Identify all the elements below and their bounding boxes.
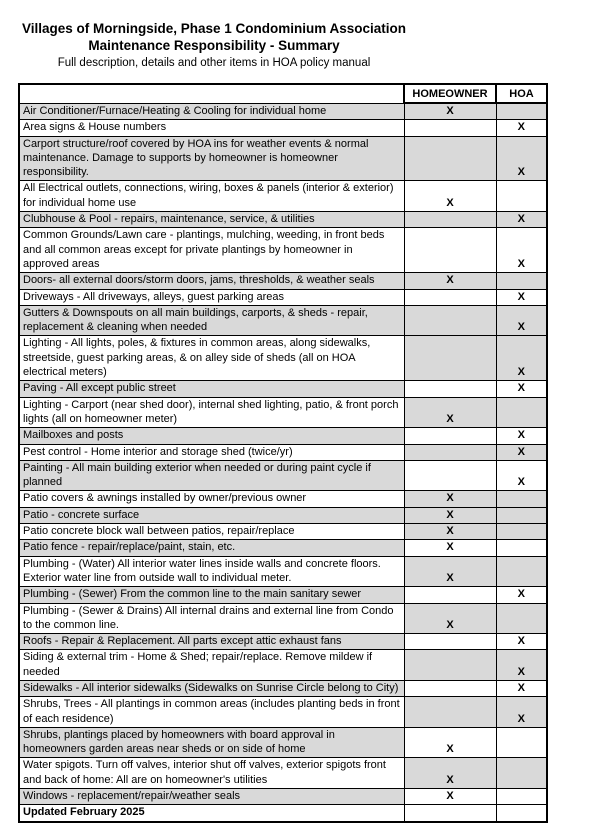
homeowner-mark-cell — [404, 289, 496, 305]
table-row — [19, 805, 547, 822]
item-label-cell: Patio concrete block wall between patios, repair/replace — [19, 524, 404, 540]
item-label-cell: Paving - All except public street — [19, 381, 404, 397]
hoa-mark-cell: X — [496, 460, 547, 491]
table-row — [19, 680, 547, 696]
table-row — [19, 587, 547, 603]
table-row — [19, 336, 547, 381]
hoa-mark-cell: X — [496, 136, 547, 181]
item-label-cell: Mailboxes and posts — [19, 428, 404, 444]
hoa-mark-cell — [496, 556, 547, 587]
hoa-mark-cell: X — [496, 228, 547, 273]
table-row — [19, 697, 547, 728]
homeowner-mark-cell — [404, 305, 496, 336]
hoa-mark-cell: X — [496, 587, 547, 603]
item-label-cell: Siding & external trim - Home & Shed; repair/replace. Remove mildew if needed — [19, 650, 404, 681]
header-homeowner-cell: HOMEOWNER — [404, 84, 496, 103]
homeowner-mark-cell: X — [404, 507, 496, 523]
table-row — [19, 556, 547, 587]
item-label-cell: Plumbing - (Water) All interior water lines inside walls and concrete floors. Exterior water line from outside wall to individual meter. — [19, 556, 404, 587]
hoa-mark-cell: X — [496, 381, 547, 397]
item-label-cell: Doors- all external doors/storm doors, jams, thresholds, & weather seals — [19, 273, 404, 289]
hoa-mark-cell — [496, 181, 547, 212]
homeowner-mark-cell — [404, 228, 496, 273]
homeowner-mark-cell — [404, 336, 496, 381]
item-label-cell: Gutters & Downspouts on all main buildings, carports, & sheds - repair, replacement & cleaning when needed — [19, 305, 404, 336]
homeowner-mark-cell: X — [404, 524, 496, 540]
hoa-mark-cell: X — [496, 336, 547, 381]
homeowner-mark-cell — [404, 212, 496, 228]
hoa-mark-cell: X — [496, 120, 547, 136]
hoa-mark-cell: X — [496, 444, 547, 460]
title-block — [18, 21, 410, 70]
item-label-cell: Windows - replacement/repair/weather seals — [19, 789, 404, 805]
hoa-mark-cell — [496, 540, 547, 556]
hoa-mark-cell — [496, 727, 547, 758]
homeowner-mark-cell — [404, 650, 496, 681]
homeowner-mark-cell — [404, 428, 496, 444]
table-row — [19, 603, 547, 634]
table-row — [19, 758, 547, 789]
item-label-cell: Plumbing - (Sewer & Drains) All internal drains and external line from Condo to the common line. — [19, 603, 404, 634]
item-label-cell: Shrubs, Trees - All plantings in common areas (includes planting beds in front of each residence) — [19, 697, 404, 728]
table-row — [19, 650, 547, 681]
homeowner-mark-cell: X — [404, 273, 496, 289]
item-label-cell: Carport structure/roof covered by HOA ins for weather events & normal maintenance. Damage to supports by homeowner is homeowner responsibility. — [19, 136, 404, 181]
table-row — [19, 460, 547, 491]
homeowner-mark-cell: X — [404, 758, 496, 789]
table-row — [19, 789, 547, 805]
hoa-mark-cell — [496, 273, 547, 289]
item-label-cell: Area signs & House numbers — [19, 120, 404, 136]
hoa-mark-cell: X — [496, 634, 547, 650]
homeowner-mark-cell — [404, 680, 496, 696]
page-title: Villages of Morningside, Phase 1 Condominium Association — [21, 21, 407, 36]
item-label-cell: Painting - All main building exterior when needed or during paint cycle if planned — [19, 460, 404, 491]
homeowner-mark-cell: X — [404, 103, 496, 120]
hoa-mark-cell: X — [496, 212, 547, 228]
homeowner-mark-cell — [404, 120, 496, 136]
item-label-cell: Water spigots. Turn off valves, interior shut off valves, exterior spigots front and back of home: All are on homeowner's utilities — [19, 758, 404, 789]
homeowner-mark-cell: X — [404, 789, 496, 805]
hoa-mark-cell — [496, 603, 547, 634]
item-label-cell: All Electrical outlets, connections, wiring, boxes & panels (interior & exterior) for individual home use — [19, 181, 404, 212]
document-page — [0, 21, 612, 819]
item-label-cell: Pest control - Home interior and storage shed (twice/yr) — [19, 444, 404, 460]
homeowner-mark-cell: X — [404, 397, 496, 428]
table-row — [19, 289, 547, 305]
homeowner-mark-cell — [404, 381, 496, 397]
table-row — [19, 397, 547, 428]
homeowner-mark-cell — [404, 634, 496, 650]
homeowner-mark-cell: X — [404, 556, 496, 587]
hoa-mark-cell — [496, 805, 547, 822]
hoa-mark-cell: X — [496, 289, 547, 305]
homeowner-mark-cell — [404, 460, 496, 491]
header-hoa-cell: HOA — [496, 84, 547, 103]
table-row — [19, 120, 547, 136]
hoa-mark-cell — [496, 789, 547, 805]
item-label-cell: Roofs - Repair & Replacement. All parts except attic exhaust fans — [19, 634, 404, 650]
homeowner-mark-cell: X — [404, 181, 496, 212]
item-label-cell: Patio - concrete surface — [19, 507, 404, 523]
hoa-mark-cell: X — [496, 697, 547, 728]
page-subtitle-bold: Maintenance Responsibility - Summary — [88, 37, 340, 53]
header-label-cell — [19, 84, 404, 103]
table-row — [19, 381, 547, 397]
table-row — [19, 634, 547, 650]
homeowner-mark-cell — [404, 136, 496, 181]
hoa-mark-cell: X — [496, 305, 547, 336]
table-row — [19, 136, 547, 181]
item-label-cell: Shrubs, plantings placed by homeowners with board approval in homeowners garden areas near sheds or on side of home — [19, 727, 404, 758]
item-label-cell: Common Grounds/Lawn care - plantings, mulching, weeding, in front beds and all common areas except for private plantings by homeowner in approved areas — [19, 228, 404, 273]
item-label-cell: Clubhouse & Pool - repairs, maintenance, service, & utilities — [19, 212, 404, 228]
homeowner-mark-cell: X — [404, 603, 496, 634]
item-label-cell: Sidewalks - All interior sidewalks (Sidewalks on Sunrise Circle belong to City) — [19, 680, 404, 696]
homeowner-mark-cell: X — [404, 491, 496, 507]
hoa-mark-cell: X — [496, 680, 547, 696]
table-row — [19, 727, 547, 758]
item-label-cell: Air Conditioner/Furnace/Heating & Cooling for individual home — [19, 103, 404, 120]
item-label-cell: Driveways - All driveways, alleys, guest parking areas — [19, 289, 404, 305]
item-label-cell: Patio fence - repair/replace/paint, stain, etc. — [19, 540, 404, 556]
table-header-row — [19, 84, 547, 103]
table-row — [19, 507, 547, 523]
table-row — [19, 212, 547, 228]
hoa-mark-cell — [496, 524, 547, 540]
hoa-mark-cell — [496, 103, 547, 120]
page-description: Full description, details and other items in HOA policy manual — [57, 57, 371, 69]
item-label-cell: Plumbing - (Sewer) From the common line to the main sanitary sewer — [19, 587, 404, 603]
homeowner-mark-cell: X — [404, 540, 496, 556]
table-row — [19, 444, 547, 460]
homeowner-mark-cell — [404, 697, 496, 728]
item-label-cell: Lighting - Carport (near shed door), internal shed lighting, patio, & front porch lights (all on homeowner meter) — [19, 397, 404, 428]
homeowner-mark-cell — [404, 805, 496, 822]
hoa-mark-cell: X — [496, 428, 547, 444]
hoa-mark-cell — [496, 491, 547, 507]
responsibility-table — [18, 83, 548, 823]
hoa-mark-cell — [496, 397, 547, 428]
table-row — [19, 103, 547, 120]
homeowner-mark-cell — [404, 587, 496, 603]
table-row — [19, 181, 547, 212]
table-row — [19, 228, 547, 273]
hoa-mark-cell: X — [496, 650, 547, 681]
hoa-mark-cell — [496, 758, 547, 789]
homeowner-mark-cell — [404, 444, 496, 460]
table-row — [19, 540, 547, 556]
table-row — [19, 428, 547, 444]
homeowner-mark-cell: X — [404, 727, 496, 758]
item-label-cell: Updated February 2025 — [19, 805, 404, 822]
table-row — [19, 305, 547, 336]
table-row — [19, 524, 547, 540]
item-label-cell: Patio covers & awnings installed by owner/previous owner — [19, 491, 404, 507]
table-row — [19, 491, 547, 507]
item-label-cell: Lighting - All lights, poles, & fixtures in common areas, along sidewalks, streetside, guest parking areas, & on alley side of sheds (all on HOA electrical meters) — [19, 336, 404, 381]
table-row — [19, 273, 547, 289]
hoa-mark-cell — [496, 507, 547, 523]
responsibility-table-body — [19, 103, 547, 822]
